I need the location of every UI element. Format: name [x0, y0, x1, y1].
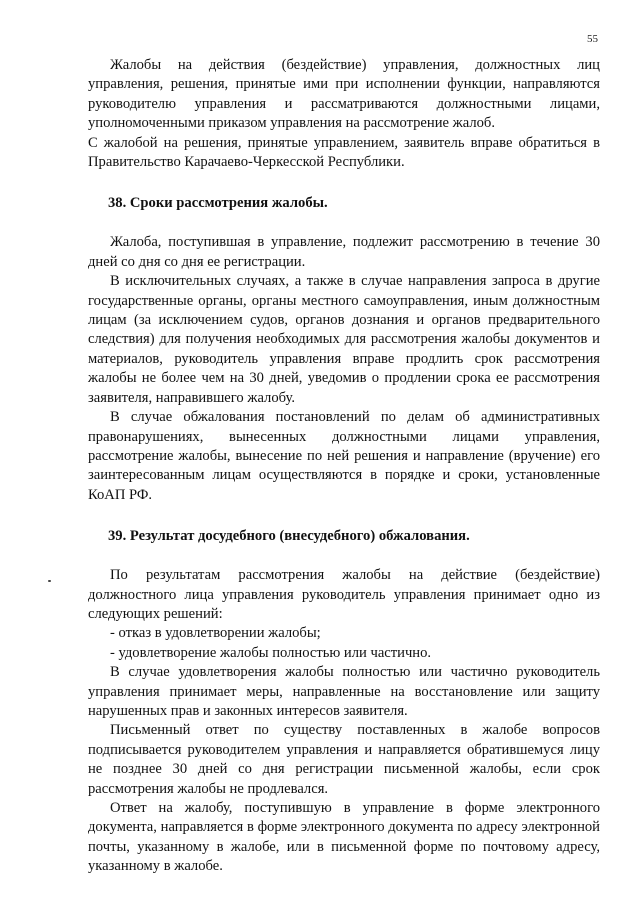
section-39-paragraph-2: В случае удовлетворения жалобы полностью или частично руководитель управления принимает меры, направленные на восстановление или защиту нарушенных прав и законных интересов заявителя. [88, 664, 600, 719]
section-38-paragraph-2: В исключительных случаях, а также в случае направления запроса в другие государственные органы, органы местного самоуправления, иным должностным лицам (за исключением судов, органов дознания и органов предварительного следствия) для получения необходимых для рассмотрения жалобы документов и материалов, руководитель управления вправе продлить срок рассмотрения жалобы не более чем на 30 дней, уведомив о продлении срока ее рассмотрения заявителя, направившего жалобу. [88, 273, 600, 406]
section-39-paragraph-4: Ответ на жалобу, поступившую в управление в форме электронного документа, направляется в форме электронного документа по адресу электронной почты, указанному в жалобе, или в письменной форме по почтовому адресу, указанному в жалобе. [88, 800, 600, 875]
section-38-paragraph-1: Жалоба, поступившая в управление, подлежит рассмотрению в течение 30 дней со дня со дня ее регистрации. [88, 234, 600, 270]
section-38-paragraph-3: В случае обжалования постановлений по делам об административных правонарушениях, вынесенных должностными лицами управления, рассмотрение жалобы, вынесение по ней решения и направление (вручение) его заинтересованным лицам осуществляются в порядке и сроки, установленные КоАП РФ. [88, 409, 600, 503]
intro-paragraph-2: С жалобой на решения, принятые управлением, заявитель вправе обратиться в Правительство Карачаево-Черкесской Республики. [88, 134, 600, 171]
section-39-list-item-1: - отказ в удовлетворении жалобы; [110, 625, 321, 642]
page-number: 55 [587, 33, 598, 45]
section-39-paragraph-1: По результатам рассмотрения жалобы на действие (бездействие) должностного лица управления руководитель управления принимает одно из следующих решений: [88, 567, 600, 622]
section-39-paragraph-3: Письменный ответ по существу поставленных в жалобе вопросов подписывается руководителем управления и направляется обратившемуся лицу не позднее 30 дней со дня регистрации письменной жалобы, если срок рассмотрения жалобы не продлевался. [88, 722, 600, 797]
section-39-heading: 39. Результат досудебного (внесудебного) обжалования. [108, 528, 470, 545]
scan-artifact-mark [48, 580, 51, 582]
document-body [88, 56, 600, 877]
section-39-list-item-2: - удовлетворение жалобы полностью или частично. [110, 644, 432, 661]
intro-paragraph-1: Жалобы на действия (бездействие) управления, должностных лиц управления, решения, принятые ими при исполнении функции, направляются руководителю управления и рассматриваются должностными лицами, уполномоченными приказом управления на рассмотрение жалоб. [88, 57, 600, 132]
section-38-heading: 38. Сроки рассмотрения жалобы. [108, 195, 328, 212]
